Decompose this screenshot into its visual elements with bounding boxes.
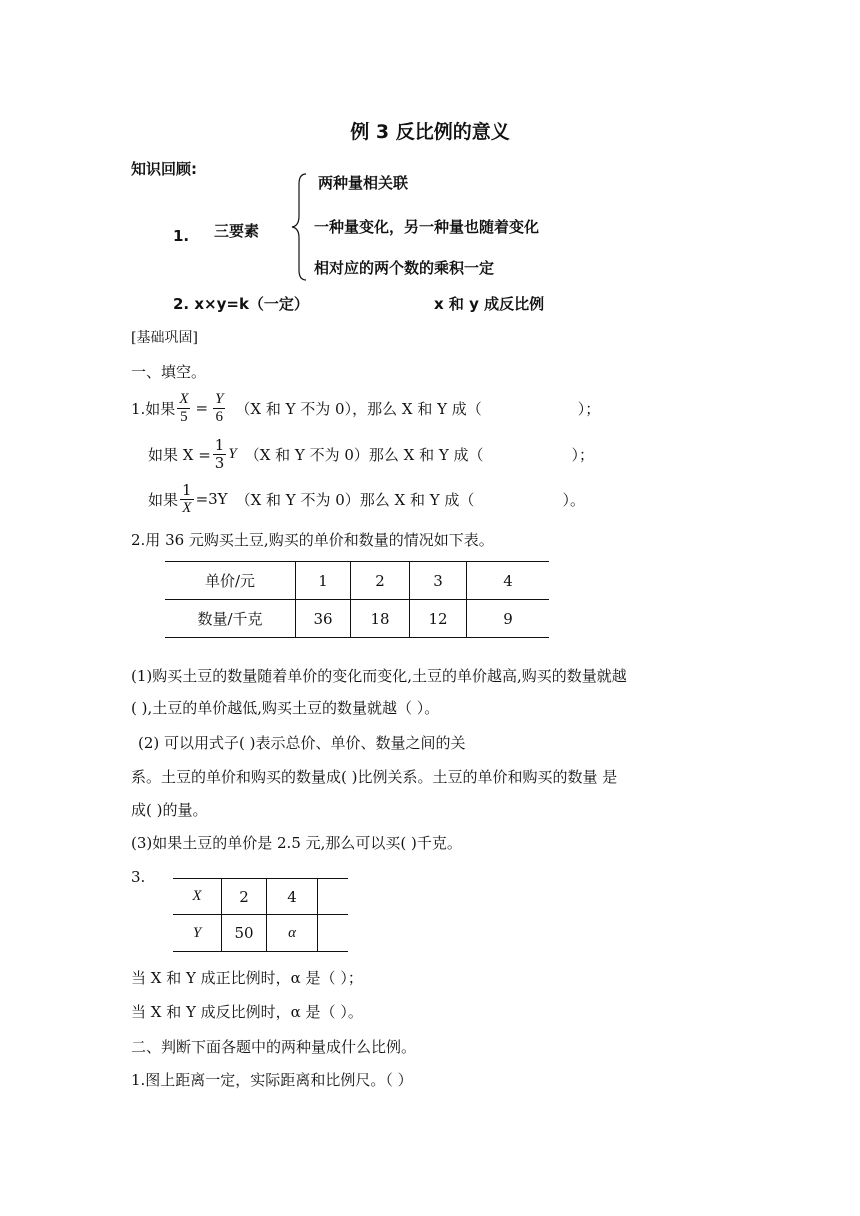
table-cell: 1 xyxy=(296,562,351,600)
review-item2-formula: 2. x×y=k（一定） xyxy=(173,295,309,313)
curly-brace-icon xyxy=(290,172,310,282)
q2-intro: 2.用 36 元购买土豆,购买的单价和数量的情况如下表。 xyxy=(131,531,494,549)
table-cell xyxy=(318,915,349,952)
fraction-1-over-3: $\frac{1}{3}$ xyxy=(214,436,225,472)
q2-sub2-line2: 系。土豆的单价和购买的数量成( )比例关系。土豆的单价和购买的数量 是 xyxy=(131,768,618,786)
table-row-label: 单价/元 xyxy=(165,562,296,600)
review-item2-result: x 和 y 成反比例 xyxy=(434,295,545,313)
review-heading: 知识回顾: xyxy=(131,160,197,178)
fraction-x-over-5: $\frac{X}{5}$ xyxy=(179,391,189,425)
element-1: 两种量相关联 xyxy=(318,174,409,192)
table-row-label: Y xyxy=(173,915,222,952)
q2-sub2-line1: (2) 可以用式子( )表示总价、单价、数量之间的关 xyxy=(138,734,466,752)
q2-sub2-line3: 成( )的量。 xyxy=(131,801,208,819)
part1-heading: 一、填空。 xyxy=(131,363,207,381)
q1-line2-blank[interactable]: ）； xyxy=(571,445,595,464)
q1-line3-blank[interactable]: ）。 xyxy=(562,490,585,509)
review-item1-number: 1. xyxy=(173,227,190,245)
q3-number: 3. xyxy=(131,868,146,886)
element-3: 相对应的两个数的乘积一定 xyxy=(314,259,495,277)
fraction-1-over-x: $\frac{1}{X}$ xyxy=(182,481,192,516)
q2-sub1-line2: ( ),土豆的单价越低,购买土豆的数量就越（ ）。 xyxy=(131,699,440,717)
table-cell: 2 xyxy=(222,879,267,915)
q3-line2: 当 X 和 Y 成反比例时，α 是（ ）。 xyxy=(131,1003,363,1021)
price-quantity-table xyxy=(165,561,549,638)
xy-table xyxy=(173,878,348,952)
table-cell: α xyxy=(267,915,318,952)
q3-line1: 当 X 和 Y 成正比例时，α 是（ ）； xyxy=(131,969,363,987)
q1-line1: 1.如果 $\frac{X}{5}$ = $\frac{Y}{6}$ （X 和 Y 不为 0），那么 X 和 Y 成（ ）； xyxy=(131,391,601,425)
section-basic: [基础巩固] xyxy=(131,330,198,346)
q1-line3: 如果 $\frac{1}{X}$ =3Y （X 和 Y 不为 0）那么 X 和 Y 成（ ）。 xyxy=(148,481,585,516)
table-cell: 4 xyxy=(267,879,318,915)
page-title: 例 3 反比例的意义 xyxy=(350,121,510,143)
review-item1-label: 三要素 xyxy=(214,222,260,240)
q2-sub1-line1: (1)购买土豆的数量随着单价的变化而变化,土豆的单价越高,购买的数量就越 xyxy=(131,667,627,685)
table-cell: 18 xyxy=(351,600,410,638)
table-cell xyxy=(318,879,349,915)
q1-line2: 如果 X = $\frac{1}{3}$ Y （X 和 Y 不为 0）那么 X 和 Y 成（ ）； xyxy=(148,436,595,472)
table-cell: 2 xyxy=(351,562,410,600)
table-cell: 4 xyxy=(467,562,550,600)
element-2: 一种量变化，另一种量也随着变化 xyxy=(314,218,540,236)
table-cell: 50 xyxy=(222,915,267,952)
table-row-label: 数量/千克 xyxy=(165,600,296,638)
table-cell: 3 xyxy=(410,562,467,600)
q2-sub3: (3)如果土豆的单价是 2.5 元,那么可以买( )千克。 xyxy=(131,834,462,852)
table-cell: 12 xyxy=(410,600,467,638)
table-cell: 36 xyxy=(296,600,351,638)
part2-q1: 1.图上距离一定，实际距离和比例尺。（ ） xyxy=(131,1071,413,1089)
part2-heading: 二、判断下面各题中的两种量成什么比例。 xyxy=(131,1038,417,1056)
table-row-label: X xyxy=(173,879,222,915)
fraction-y-over-6: $\frac{Y}{6}$ xyxy=(215,391,224,425)
q1-line1-blank[interactable]: ）； xyxy=(577,399,601,418)
table-cell: 9 xyxy=(467,600,550,638)
